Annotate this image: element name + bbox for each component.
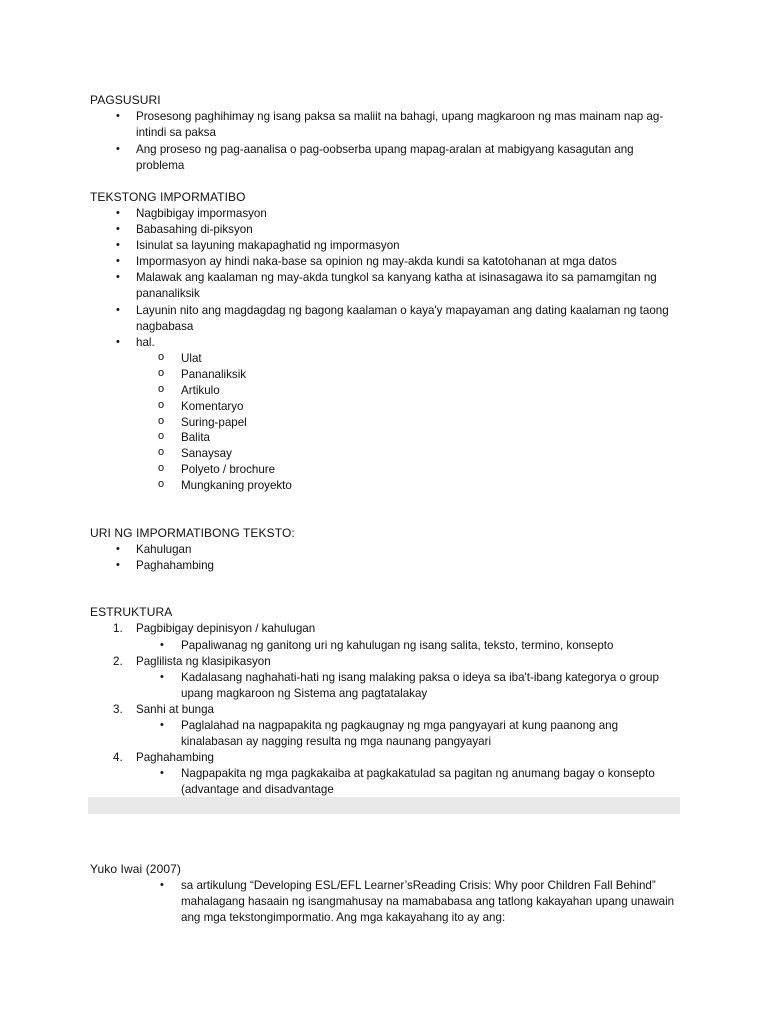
circle-bullet-icon: o [158, 399, 165, 411]
impormatibo-item-4: Impormasyon ay hindi naka-base sa opinion ng may-akda kundi sa katotohanan at mga datos [136, 255, 617, 268]
example-item: Balita [181, 431, 211, 444]
heading-uri-ng-impormatibong-teksto: URI NG IMPORMATIBONG TEKSTO: [90, 526, 295, 540]
impormatibo-item-2: Babasahing di-piksyon [136, 223, 253, 236]
circle-bullet-icon: o [158, 430, 165, 442]
impormatibo-item-3: Isinulat sa layuning makapaghatid ng impormasyon [136, 239, 400, 252]
impormatibo-item-6-line-2: nagbabasa [136, 320, 194, 333]
estruktura-sub-2-line-1: Kadalasang naghahati-hati ng isang malaking paksa o ideya sa iba't-ibang kategorya o group [181, 671, 659, 684]
estruktura-title-1: Pagbibigay depinisyon / kahulugan [136, 622, 316, 635]
bullet-icon: • [116, 304, 120, 316]
estruktura-sub-4-line-2: (advantage and disadvantage [181, 783, 334, 796]
estruktura-title-3: Sanhi at bunga [136, 703, 215, 716]
impormatibo-item-5-line-2: pananaliksik [136, 287, 200, 300]
uri-item-1: Kahulugan [136, 543, 192, 556]
estruktura-number-4: 4. [113, 751, 123, 764]
circle-bullet-icon: o [158, 478, 165, 490]
example-item: Artikulo [181, 384, 220, 397]
impormatibo-item-7: hal. [136, 336, 155, 349]
heading-estruktura: ESTRUKTURA [90, 605, 173, 619]
circle-bullet-icon: o [158, 415, 165, 427]
example-item: Ulat [181, 352, 202, 365]
example-item: Mungkaning proyekto [181, 479, 292, 492]
uri-item-2: Paghahambing [136, 559, 214, 572]
bullet-icon: • [116, 207, 120, 219]
circle-bullet-icon: o [158, 351, 165, 363]
heading-pagsusuri: PAGSUSURI [90, 93, 161, 107]
bullet-icon: • [116, 143, 120, 155]
estruktura-title-4: Paghahambing [136, 751, 214, 764]
bullet-icon: • [116, 271, 120, 283]
example-item: Komentaryo [181, 400, 244, 413]
estruktura-title-2: Paglilista ng klasipikasyon [136, 655, 271, 668]
yuko-iwai-line-3: ang mga tekstongimpormatio. Ang mga kakayahang ito ay ang: [181, 911, 506, 924]
estruktura-number-2: 2. [113, 655, 123, 668]
pagsusuri-item-2-line-1: Ang proseso ng pag-aanalisa o pag-oobserba upang mapag-aralan at mabigyang kasagutan ang [136, 143, 634, 156]
impormatibo-item-1: Nagbibigay impormasyon [136, 207, 267, 220]
bullet-icon: • [116, 559, 120, 571]
estruktura-number-3: 3. [113, 703, 123, 716]
pagsusuri-item-2-line-2: problema [136, 159, 185, 172]
circle-bullet-icon: o [158, 446, 165, 458]
estruktura-sub-3-line-1: Paglalahad na nagpapakita ng pagkaugnay ng mga pangyayari at kung paanong ang [181, 719, 619, 732]
heading-tekstong-impormatibo: TEKSTONG IMPORMATIBO [90, 190, 246, 204]
impormatibo-item-5-line-1: Malawak ang kaalaman ng may-akda tungkol sa kanyang katha at isinasagawa ito sa pamamgitan ng [136, 271, 657, 284]
bullet-icon: • [116, 543, 120, 555]
example-item: Suring-papel [181, 416, 247, 429]
estruktura-number-1: 1. [113, 622, 123, 635]
bullet-icon: • [116, 223, 120, 235]
bullet-icon: • [160, 719, 164, 731]
estruktura-sub-4-line-1: Nagpapakita ng mga pagkakaiba at pagkakatulad sa pagitan ng anumang bagay o konsepto [181, 767, 655, 780]
bullet-icon: • [160, 767, 164, 779]
pagsusuri-item-1-line-2: intindi sa paksa [136, 126, 216, 139]
bullet-icon: • [116, 239, 120, 251]
example-item: Sanaysay [181, 447, 232, 460]
circle-bullet-icon: o [158, 462, 165, 474]
bullet-icon: • [160, 879, 164, 891]
bullet-icon: • [160, 639, 164, 651]
circle-bullet-icon: o [158, 383, 165, 395]
circle-bullet-icon: o [158, 367, 165, 379]
bullet-icon: • [116, 336, 120, 348]
yuko-iwai-line-1: sa artikulung “Developing ESL/EFL Learner’sReading Crisis: Why poor Children Fall Behind” [181, 879, 656, 892]
example-item: Polyeto / brochure [181, 463, 276, 476]
page-break-shade [88, 797, 680, 814]
impormatibo-item-6-line-1: Layunin nito ang magdagdag ng bagong kaalaman o kaya'y mapayaman ang dating kaalaman ng taong [136, 304, 669, 317]
yuko-iwai-line-2: mahalagang hasaain ng isangmahusay na mamababasa ang tatlong kakayahan upang unawain [181, 895, 675, 908]
bullet-icon: • [116, 255, 120, 267]
estruktura-sub-3-line-2: kinalabasan ay nagging resulta ng mga naunang pangyayari [181, 735, 492, 748]
bullet-icon: • [116, 110, 120, 122]
estruktura-sub-1-line-1: Papaliwanag ng ganitong uri ng kahulugan ng isang salita, teksto, termino, konsepto [181, 639, 614, 652]
example-item: Pananaliksik [181, 368, 247, 381]
pagsusuri-item-1-line-1: Prosesong paghihimay ng isang paksa sa maliit na bahagi, upang magkaroon ng mas mainam nap ag- [136, 110, 664, 123]
heading-yuko-iwai: Yuko Iwai (2007) [90, 862, 181, 876]
estruktura-sub-2-line-2: upang magkaroon ng Sistema ang pagtatalakay [181, 687, 428, 700]
bullet-icon: • [160, 671, 164, 683]
